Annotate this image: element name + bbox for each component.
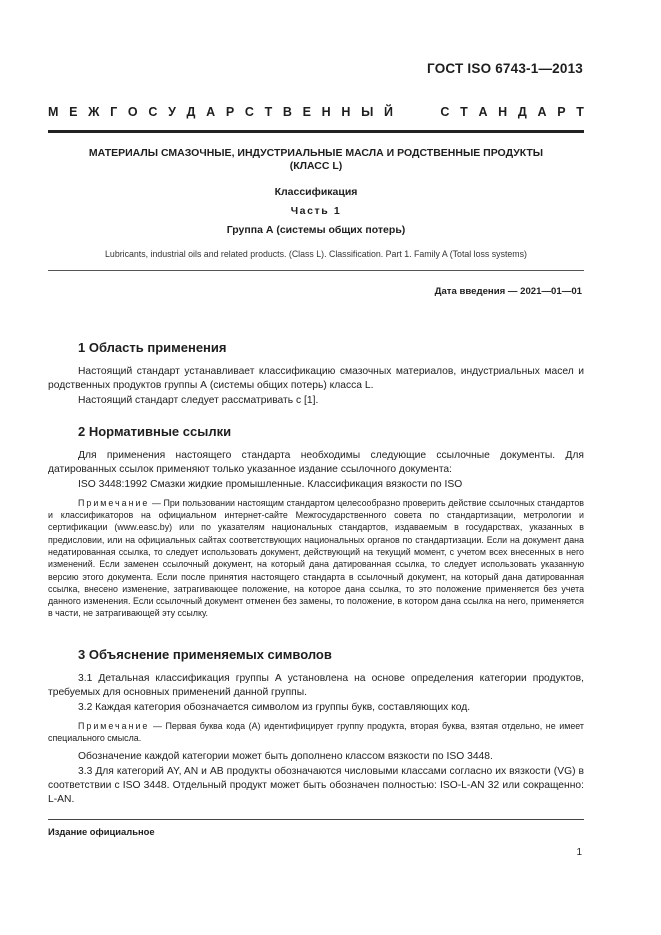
english-title: Lubricants, industrial oils and related products. (Class L). Classification. Part 1. Family A (Total loss systems) [105, 249, 527, 259]
introduction-date: Дата введения — 2021—01—01 [434, 286, 582, 297]
banner-letter: Р [225, 105, 235, 119]
paragraph: Настоящий стандарт следует рассматривать с [1]. [78, 394, 319, 406]
section-heading: 2 Нормативные ссылки [78, 424, 232, 439]
paragraph: 3.3 Для категорий AY, AN и AB продукты обозначаются числовыми классами согласно их вязкости (VG) в соответствии с ISO 3448. Отдельный продукт может быть обозначен полностью: ISO-L-AN 32 или сокращенно: L-AN. [48, 765, 584, 806]
banner-letter: Е [69, 105, 78, 119]
banner-letter: С [148, 105, 158, 119]
banner-letter: А [537, 105, 547, 119]
note [48, 720, 584, 745]
banner-letter: А [206, 105, 216, 119]
banner-letter: С [244, 105, 254, 119]
banner-letter: Й [384, 105, 394, 119]
paragraph: 3.2 Каждая категория обозначается символом из группы букв, составляющих код. [78, 701, 471, 713]
note-label: Примечание [78, 497, 150, 508]
section-normative-references [48, 425, 584, 620]
document-title [48, 147, 584, 173]
section-heading: 3 Объяснение применяемых символов [78, 647, 332, 662]
paragraph: Обозначение каждой категории может быть дополнено классом вязкости по ISO 3448. [78, 751, 493, 763]
banner-letter: С [440, 105, 450, 119]
reference-item: ISO 3448:1992 Смазки жидкие промышленные. Классификация вязкости по ISO [78, 478, 463, 490]
banner-letter: Д [186, 105, 196, 119]
header-rule [48, 130, 584, 133]
standard-banner [48, 105, 584, 123]
banner-gap [404, 105, 430, 123]
banner-letter: Р [557, 105, 566, 119]
title-line-1: МАТЕРИАЛЫ СМАЗОЧНЫЕ, ИНДУСТРИАЛЬНЫЕ МАСЛА И РОДСТВЕННЫЕ ПРОДУКТЫ [88, 147, 544, 159]
official-edition-label: Издание официальное [48, 826, 155, 837]
banner-letter: Т [264, 105, 273, 119]
banner-letter: А [478, 105, 488, 119]
paragraph: 3.1 Детальная классификация группы А установлена на основе определения категории продуктов, требуемых для основных применений данной группы. [48, 673, 584, 699]
banner-letter: У [168, 105, 176, 119]
page-number: 1 [576, 847, 582, 858]
title-rule [48, 270, 584, 271]
section-scope [48, 341, 584, 408]
banner-letter: О [127, 105, 138, 119]
banner-letter: Н [498, 105, 508, 119]
banner-letter: Е [302, 105, 311, 119]
banner-letter: Н [341, 105, 351, 119]
classification-label: Классификация [274, 186, 358, 198]
group-label: Группа А (системы общих потерь) [226, 224, 406, 236]
banner-letter: Ж [88, 105, 100, 119]
section-symbols [48, 648, 584, 807]
banner-letter: В [282, 105, 292, 119]
banner-letter: Г [110, 105, 118, 119]
section-heading: 1 Область применения [78, 340, 227, 355]
paragraph: Для применения настоящего стандарта необходимы следующие ссылочные документы. Для датированных ссылок применяют только указанное издание ссылочного документа: [48, 450, 584, 476]
banner-letter: Т [576, 105, 584, 119]
note [48, 497, 584, 620]
banner-letter: Ы [361, 105, 374, 119]
banner-letter: Н [321, 105, 331, 119]
banner-letter: М [48, 105, 59, 119]
banner-letter: Т [460, 105, 468, 119]
note-label: Примечание [78, 720, 150, 731]
paragraph: Настоящий стандарт устанавливает классификацию смазочных материалов, индустриальных масел и родственных продуктов группы А (системы общих потерь) класса L. [48, 366, 584, 392]
document-code: ГОСТ ISO 6743-1—2013 [427, 61, 583, 76]
part-label: Часть 1 [290, 205, 342, 217]
note-text: — Первая буква кода (А) идентифицирует группу продукта, вторая буква, взятая отдельно, не имеет специального смысла. [48, 720, 584, 744]
title-line-2: (КЛАСС L) [289, 160, 343, 172]
banner-letter: Д [517, 105, 527, 119]
footer-rule [48, 819, 584, 820]
note-text: — При пользовании настоящим стандартом целесообразно проверить действие ссылочных стандартов и классификаторов на официальном интернет-сайте Межгосударственного совета по стандартизации, метрологии и сертификации (www.easc.by) или по указателям национальных стандартов, издаваемым в государствах, указанных в предисловии, или на официальных сайтах соответствующих национальных органов по стандартизации. Если на документ дана недатированная ссылка, то следует использовать документ, действующий на текущий момент, с учетом всех внесенных в него изменений. Если заменен ссылочный документ, на который дана датированная ссылка, то следует использовать указанную версию этого документа. Если после принятия настоящего стандарта в ссылочный документ, на который дана датированная ссылка, внесено изменение, затрагивающее положение, на которое дана ссылка, то это положение применяется без учета данного изменения. Если ссылочный документ отменен без замены, то положение, в котором дана ссылка на него, применяется в части, не затрагивающей эту ссылку. [48, 497, 584, 619]
